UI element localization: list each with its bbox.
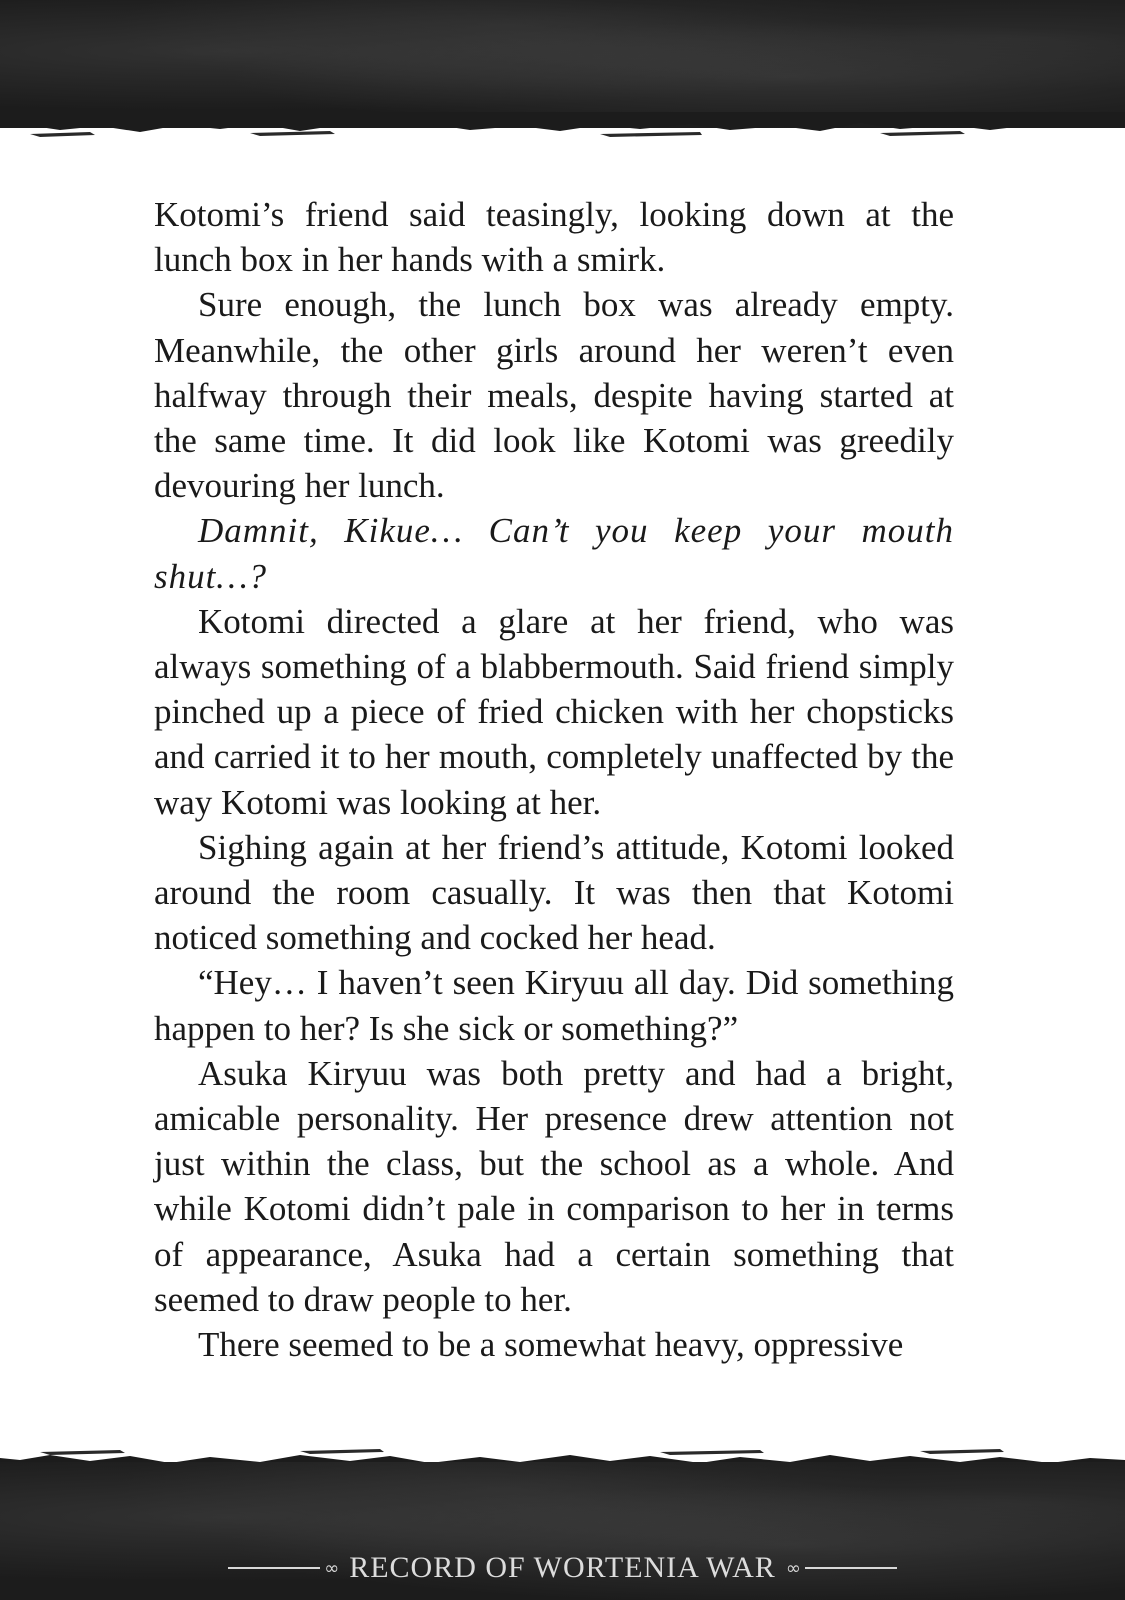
body-text [154, 192, 954, 1367]
ornament-right-icon: ∞ [785, 1557, 801, 1579]
footer-series-title [0, 1548, 1125, 1588]
footer-divider-right [805, 1567, 897, 1569]
paragraph-5: Sighing again at her friend’s attitude, Kotomi looked around the room casually. It was then that Kotomi noticed something and cocked her head. [154, 827, 954, 958]
top-brush-band [0, 0, 1125, 128]
top-brush-edge [0, 112, 1125, 142]
series-title: RECORD OF WORTENIA WAR [349, 1551, 776, 1584]
ornament-left-icon: ∞ [324, 1557, 340, 1579]
paragraph-4: Kotomi directed a glare at her friend, who was always something of a blabbermouth. Said friend simply pinched up a piece of fried chicken with her chopsticks and carried it to her mouth, completely unaffected by the way Kotomi was looking at her. [154, 601, 954, 822]
paragraph-3-thought: Damnit, Kikue… Can’t you keep your mouth shut…? [154, 511, 954, 596]
paragraph-6-dialogue: “Hey… I haven’t seen Kiryuu all day. Did something happen to her? Is she sick or something?” [154, 963, 954, 1048]
paragraph-8: There seemed to be a somewhat heavy, oppressive [198, 1325, 904, 1365]
paragraph-7: Asuka Kiryuu was both pretty and had a bright, amicable personality. Her presence drew attention not just within the class, but the school as a whole. And while Kotomi didn’t pale in comparison to her in terms of appearance, Asuka had a certain something that seemed to draw people to her. [154, 1053, 954, 1319]
paragraph-1: Kotomi’s friend said teasingly, looking down at the lunch box in her hands with a smirk. [154, 195, 954, 280]
footer-divider-left [228, 1567, 320, 1569]
paragraph-2: Sure enough, the lunch box was already empty. Meanwhile, the other girls around her weren’t even halfway through their meals, despite having started at the same time. It did look like Kotomi was greedily devouring her lunch. [154, 285, 954, 506]
